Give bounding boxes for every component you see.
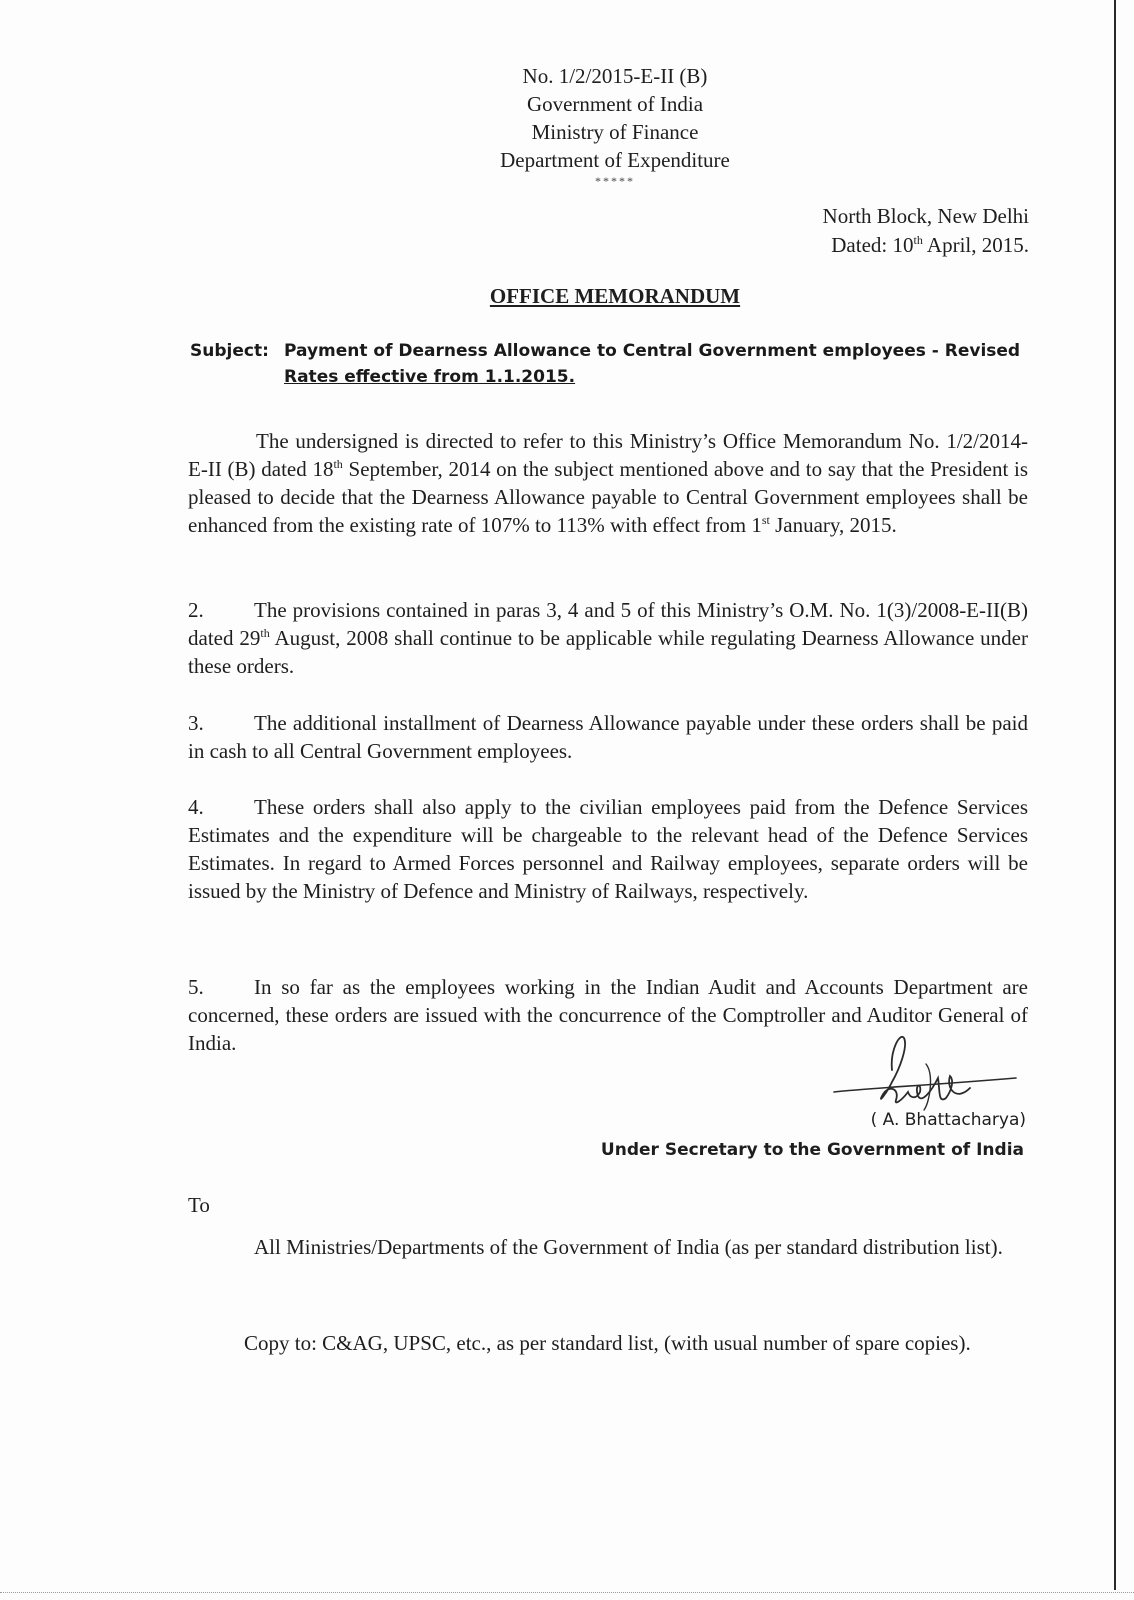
file-number: No. 1/2/2015-E-II (B) [522,64,708,88]
scan-border-bottom [0,1592,1134,1594]
paragraph-4 [188,793,1028,905]
subject-label: Subject: [190,341,269,361]
place-and-date [823,202,1029,260]
paragraph-3-text: The additional installment of Dearness Allowance payable under these orders shall be paid in cash to all Central Government employees. [188,711,1028,763]
ministry-name: Ministry of Finance [531,120,699,144]
letterhead [470,62,760,188]
date-line [823,231,1029,260]
subject-text-1: Payment of Dearness Allowance to Central Government employees - Revised [284,341,1021,361]
scan-border-right [1114,0,1116,1590]
header-separator: ***** [595,174,635,188]
paragraph-4-text: These orders shall also apply to the civilian employees paid from the Defence Services Estimates and the expenditure will be chargeable to the relevant head of the Defence Services Estimates. In regard to Armed Forces personnel and Railway employees, separate orders will be issued by the Ministry of Defence and Ministry of Railways, respectively. [188,795,1028,903]
date-prefix: Dated: 10 [831,233,914,257]
government-name: Government of India [526,92,704,116]
copy-to: Copy to: C&AG, UPSC, etc., as per standard list, (with usual number of spare copies). [244,1331,971,1355]
paragraph-2 [188,596,1028,680]
recipient-list: All Ministries/Departments of the Government of India (as per standard distribution list). [254,1235,1003,1259]
paragraph-2-number: 2. [188,598,204,622]
paragraph-2-sup: th [260,626,270,640]
paragraph-1-sup-b: st [761,513,770,527]
to-label: To [188,1193,210,1217]
paragraph-1-part-c: January, 2015. [769,513,897,537]
paragraph-1 [188,427,1028,539]
paragraph-3-number: 3. [188,711,204,735]
paragraph-2-part-a: The provisions contained in paras 3, 4 and 5 of this Ministry’s O.M. No. 1(3)/2008-E-II(B) dated 29 [188,598,1028,650]
paragraph-2-part-b: August, 2008 shall continue to be applicable while regulating Dearness Allowance under these orders. [188,626,1028,678]
subject-block [190,338,1028,390]
paragraph-5-text: In so far as the employees working in the Indian Audit and Accounts Department are concerned, these orders are issued with the concurrence of the Comptroller and Auditor General of India. [188,975,1028,1055]
date-suffix: April, 2015. [922,233,1029,257]
paragraph-3 [188,709,1028,765]
subject-line-2: Rates effective from 1.1.2015. [284,367,576,387]
subject-line-1 [190,338,1028,364]
paragraph-1-part-a: The undersigned is directed to refer to this Ministry’s Office Memorandum No. 1/2/2014-E-II (B) dated 18 [188,429,1028,481]
paragraph-5-number: 5. [188,975,204,999]
date-sup: th [913,233,923,247]
paragraph-1-part-b: September, 2014 on the subject mentioned above and to say that the President is pleased to decide that the Dearness Allowance payable to Central Government employees shall be enhanced from the existing rate of 107% to 113% with effect from 1 [188,457,1029,537]
document-title: OFFICE MEMORANDUM [489,284,741,308]
signatory-designation: Under Secretary to the Government of India [600,1140,1024,1160]
department-name: Department of Expenditure [500,148,730,172]
place: North Block, New Delhi [822,204,1029,228]
signatory-name: ( A. Bhattacharya) [870,1110,1026,1130]
paragraph-1-sup-a: th [333,457,343,471]
paragraph-4-number: 4. [188,795,204,819]
